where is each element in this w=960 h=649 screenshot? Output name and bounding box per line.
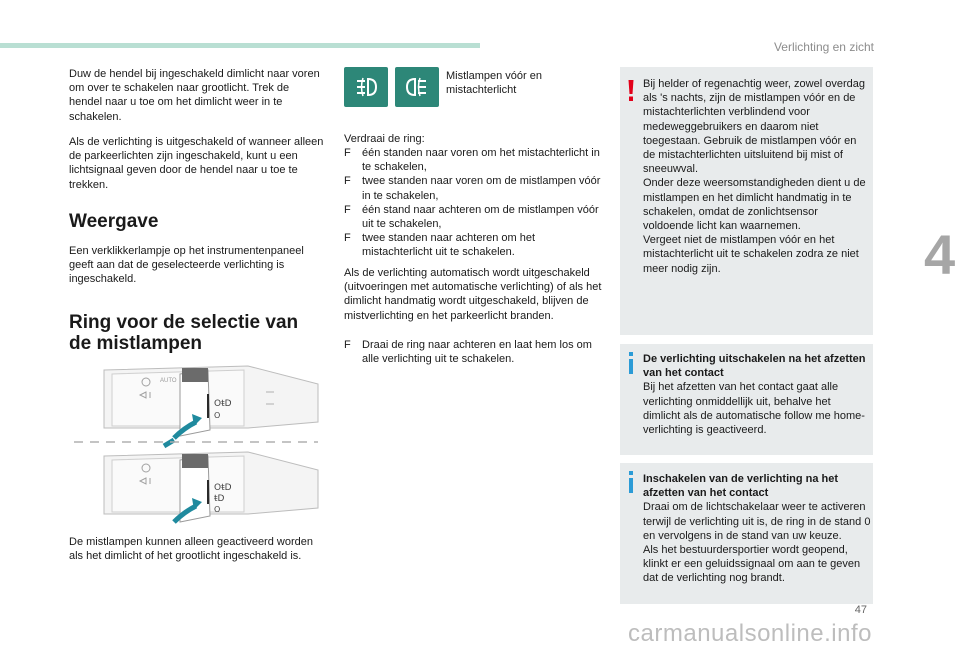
info-box-switch-off-content: [643, 352, 871, 437]
front-fog-lamp-icon: [395, 67, 439, 107]
list-item: F twee standen naar voren om de mistlampen vóór in te schakelen,: [344, 175, 601, 202]
lever-lower: [104, 452, 318, 522]
paragraph-high-beam: Duw de hendel bij ingeschakeld dimlicht naar voren om over te schakelen naar grootlicht. Trek de hendel naar u toe om het dimlicht weer in te schakelen.: [69, 68, 320, 123]
paragraph-headlamp-flash: Als de verlichting is uitgeschakeld of wanneer alleen de parkeerlichten zijn ingeschakeld, kunt u een lichtsignaal geven door de hendel naar u toe te trekken.: [69, 136, 324, 191]
warning-icon: [626, 80, 636, 102]
section-title: Verlichting en zicht: [773, 40, 874, 54]
info-body: Bij het afzetten van het contact gaat alle verlichting onmiddellijk uit, behalve het dimlicht als de automatische follow me home-verlichting is geactiveerd.: [643, 381, 865, 437]
svg-text:ŧD: ŧD: [214, 494, 225, 504]
info-icon: [626, 352, 636, 374]
warning-text: Bij helder of regenachtig weer, zowel overdag als 's nachts, zijn de mistlampen vóór en de mistachterlichten verblindend voor medeweggebruikers en daarom niet toegestaan. Gebruik de mistlampen vóór en de mistachterlichten uitsluitend bij mist of sneeuwval. Onder deze weersomstandigheden dient u de mistlampen en het dimlicht handmatig in te schakelen, omdat de zonlichtsensor voldoende licht kan waarnemen. Vergeet niet de mistlampen vóór en het mistachterlicht uit te schakelen zodra ze niet meer nodig zijn.: [643, 78, 866, 275]
heading-weergave: Weergave: [69, 211, 159, 232]
page-number: 47: [854, 604, 867, 616]
svg-text:O: O: [214, 411, 221, 420]
ring-bullet-list: [344, 146, 606, 260]
list-item: F één stand naar achteren om de mistlampen vóór uit te schakelen,: [344, 203, 599, 231]
info-body: Draai om de lichtschakelaar weer te activeren terwijl de verlichting uit is, de ring in de stand 0 en vervolgens in de stand van uw keuze.: [643, 501, 871, 542]
info-title: Inschakelen van de verlichting na het afzetten van het contact: [643, 473, 839, 500]
chapter-tab-number: 4: [924, 223, 956, 286]
info-icon: [626, 471, 636, 493]
paragraph-fog-caption: De mistlampen kunnen alleen geactiveerd worden als het dimlicht of het grootlicht ingeschakeld is.: [69, 536, 313, 563]
heading-fog-ring: Ring voor de selectie van de mistlampen: [69, 312, 299, 354]
lever-auto-label: AUTO: [160, 378, 177, 384]
info-box-switch-on-content: [643, 472, 871, 586]
rear-fog-lamp-icon: [344, 67, 388, 107]
lever-upper: [104, 366, 318, 446]
paragraph-weergave: Een verklikkerlampje op het instrumentenpaneel geeft aan dat de geselecteerde verlichting is ingeschakeld.: [69, 245, 304, 286]
list-item: F twee standen naar achteren om het mistachterlicht uit te schakelen.: [344, 232, 536, 259]
fog-icon-caption: Mistlampen vóór en mistachterlicht: [446, 70, 542, 97]
watermark: carmanualsonline.info: [628, 620, 872, 647]
ring-intro: Verdraai de ring:: [344, 133, 425, 145]
list-item: F Draai de ring naar achteren en laat hem los om alle verlichting uit te schakelen.: [344, 339, 592, 366]
svg-text:OŧD: OŧD: [214, 483, 232, 493]
header-accent-bar: [0, 43, 480, 48]
info-body-2: Als het bestuurdersportier wordt geopend, klinkt er een geluidssignaal om aan te geven dat de verlichting nog brandt.: [643, 544, 861, 585]
lighting-lever-illustration: [68, 356, 328, 526]
info-title: De verlichting uitschakelen na het afzetten van het contact: [643, 353, 866, 380]
svg-text:OŧD: OŧD: [214, 399, 232, 409]
svg-text:O: O: [214, 505, 221, 514]
list-item: F één standen naar voren om het mistachterlicht in te schakelen,: [344, 147, 600, 174]
paragraph-auto-lighting: Als de verlichting automatisch wordt uitgeschakeld (uitvoeringen met automatische verlichting) of als het dimlicht handmatig wordt uitgeschakeld, blijven de mistverlichting en het parkeerlicht branden.: [344, 267, 602, 322]
